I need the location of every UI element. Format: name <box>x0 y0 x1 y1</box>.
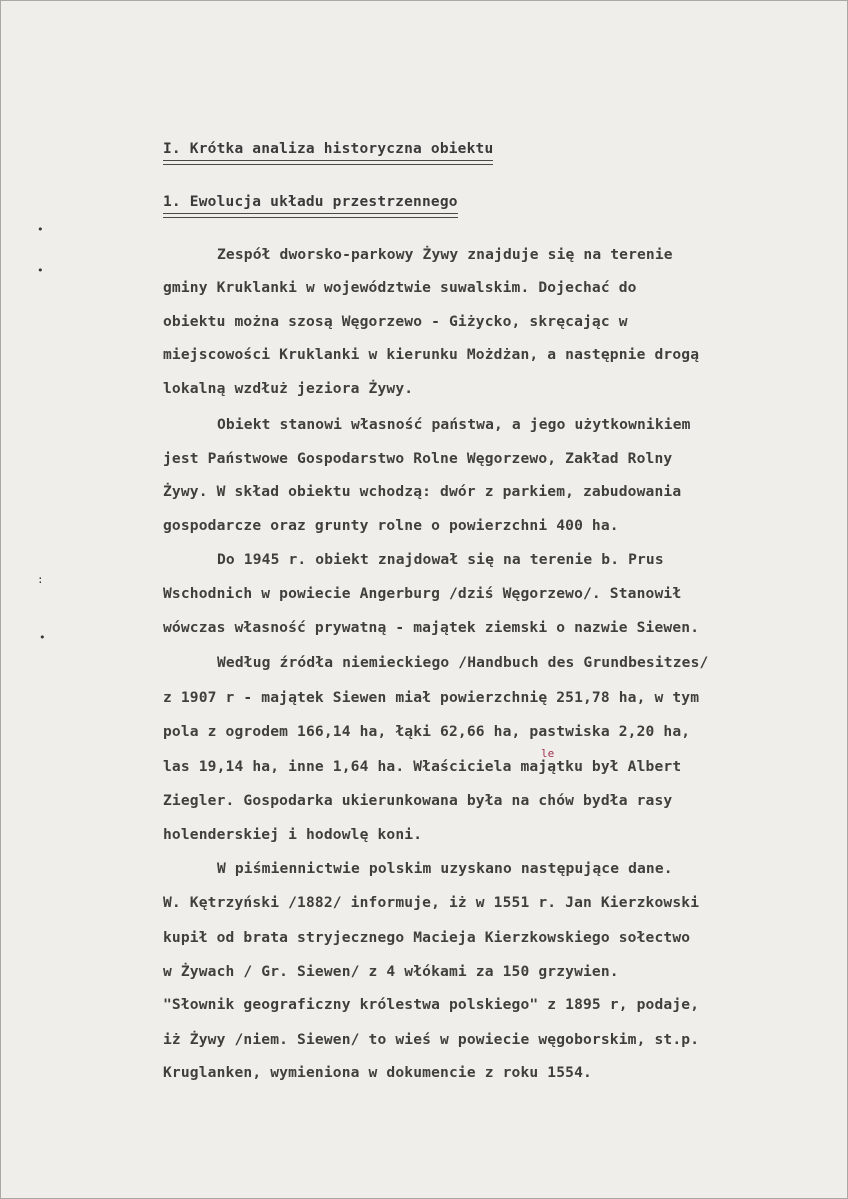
subsection-heading-text: 1. Ewolucja układu przestrzennego <box>163 194 458 210</box>
text-line: gospodarcze oraz grunty rolne o powierzchni 400 ha. <box>163 517 619 534</box>
text-line: Ziegler. Gospodarka ukierunkowana była na chów bydła rasy <box>163 792 673 809</box>
text-line: pola z ogrodem 166,14 ha, łąki 62,66 ha, pastwiska 2,20 ha, <box>163 723 691 740</box>
section-heading-text: I. Krótka analiza historyczna obiektu <box>163 141 494 157</box>
text-line: gminy Kruklanki w województwie suwalskim. Dojechać do <box>163 279 637 296</box>
text-line: holenderskiej i hodowlę koni. <box>163 826 423 843</box>
margin-dot: • <box>37 223 44 236</box>
text-line: Wschodnich w powiecie Angerburg /dziś Węgorzewo/. Stanowił <box>163 585 682 602</box>
subsection-heading <box>163 194 458 218</box>
text-line: wówczas własność prywatną - majątek ziemski o nazwie Siewen. <box>163 619 700 636</box>
text-line: Kruglanken, wymieniona w dokumencie z roku 1554. <box>163 1064 592 1081</box>
text-line: Żywy. W skład obiektu wchodzą: dwór z parkiem, zabudowania <box>163 483 682 500</box>
text-line: miejscowości Kruklanki w kierunku Możdżan, a następnie drogą <box>163 346 700 363</box>
text-line: Obiekt stanowi własność państwa, a jego użytkownikiem <box>217 416 691 433</box>
text-line: Do 1945 r. obiekt znajdował się na terenie b. Prus <box>217 551 664 568</box>
margin-dot: • <box>37 264 44 277</box>
handwritten-correction: le <box>541 747 555 760</box>
margin-dot: : <box>37 573 44 586</box>
text-line: w Żywach / Gr. Siewen/ z 4 włókami za 150 grzywien. <box>163 963 619 980</box>
text-line: las 19,14 ha, inne 1,64 ha. Właściciela majątku był Albert <box>163 758 682 775</box>
text-line: z 1907 r - majątek Siewen miał powierzchnię 251,78 ha, w tym <box>163 689 700 706</box>
subsection-heading-underline <box>163 213 458 218</box>
text-line: W piśmiennictwie polskim uzyskano następujące dane. <box>217 860 673 877</box>
text-line: Zespół dworsko-parkowy Żywy znajduje się na terenie <box>217 246 673 263</box>
text-line: Według źródła niemieckiego /Handbuch des Grundbesitzes/ <box>217 654 709 671</box>
text-line: "Słownik geograficzny królestwa polskiego" z 1895 r, podaje, <box>163 996 700 1013</box>
text-line: obiektu można szosą Węgorzewo - Giżycko, skręcając w <box>163 313 628 330</box>
text-line: jest Państwowe Gospodarstwo Rolne Węgorzewo, Zakład Rolny <box>163 450 673 467</box>
text-line: kupił od brata stryjecznego Macieja Kierzkowskiego sołectwo <box>163 929 691 946</box>
text-line: lokalną wzdłuż jeziora Żywy. <box>163 380 414 397</box>
margin-dot: • <box>39 631 46 644</box>
text-line: W. Kętrzyński /1882/ informuje, iż w 1551 r. Jan Kierzkowski <box>163 894 700 911</box>
section-heading-underline <box>163 160 493 165</box>
section-heading <box>163 141 493 165</box>
text-line: iż Żywy /niem. Siewen/ to wieś w powiecie węgoborskim, st.p. <box>163 1031 700 1048</box>
